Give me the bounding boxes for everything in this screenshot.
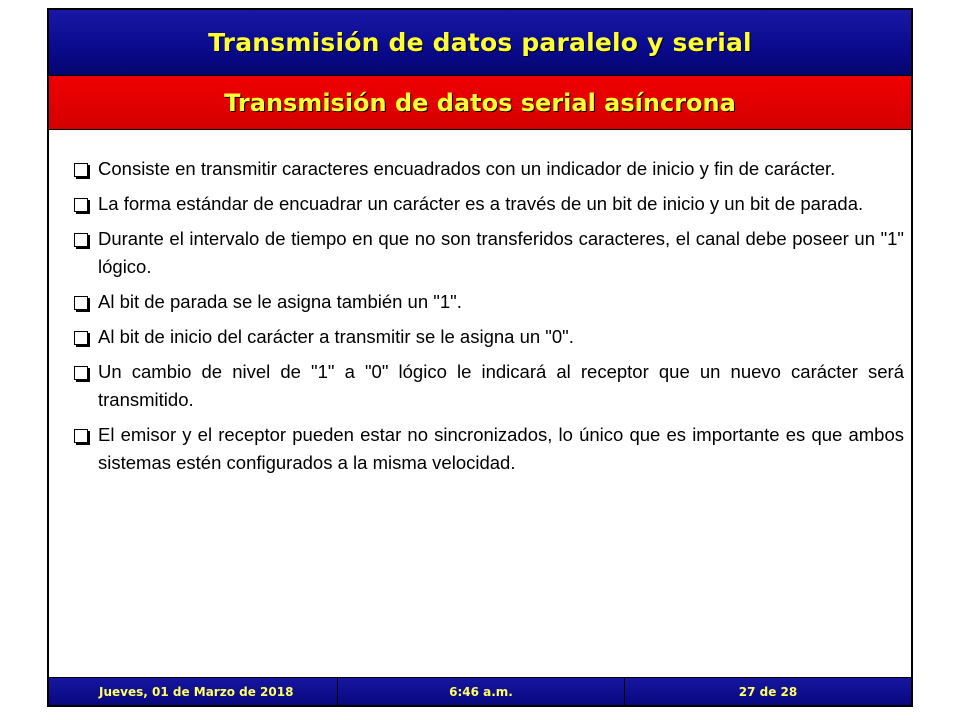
bullet-text: La forma estándar de encuadrar un carácter es a través de un bit de inicio y un bit de parada. xyxy=(98,193,864,214)
bullet-item xyxy=(74,358,904,414)
bullet-text: El emisor y el receptor pueden estar no sincronizados, lo único que es importante es que ambos sistemas estén configurados a la misma velocidad. xyxy=(98,424,904,473)
bullet-list xyxy=(74,155,904,477)
square-bullet-icon xyxy=(74,331,88,345)
square-bullet-icon xyxy=(74,366,88,380)
bullet-item xyxy=(74,225,904,281)
subtitle-bar xyxy=(49,76,911,130)
footer-time: 6:46 a.m. xyxy=(338,678,625,705)
bullet-text: Un cambio de nivel de "1" a "0" lógico le indicará al receptor que un nuevo carácter será transmitido. xyxy=(98,361,904,410)
bullet-text: Consiste en transmitir caracteres encuadrados con un indicador de inicio y fin de carácter. xyxy=(98,158,836,179)
slide-subtitle: Transmisión de datos serial asíncrona xyxy=(224,88,736,117)
slide-footer xyxy=(49,677,911,705)
square-bullet-icon xyxy=(74,233,88,247)
title-bar xyxy=(49,10,911,76)
bullet-item xyxy=(74,323,904,351)
square-bullet-icon xyxy=(74,198,88,212)
square-bullet-icon xyxy=(74,429,88,443)
square-bullet-icon xyxy=(74,163,88,177)
bullet-text: Al bit de parada se le asigna también un "1". xyxy=(98,291,462,312)
footer-date: Jueves, 01 de Marzo de 2018 xyxy=(49,678,338,705)
slide-content xyxy=(74,155,904,484)
bullet-item xyxy=(74,421,904,477)
slide xyxy=(47,8,913,707)
bullet-text: Al bit de inicio del carácter a transmitir se le asigna un "0". xyxy=(98,326,574,347)
bullet-item xyxy=(74,190,904,218)
square-bullet-icon xyxy=(74,296,88,310)
slide-title: Transmisión de datos paralelo y serial xyxy=(208,28,752,57)
footer-page-number: 27 de 28 xyxy=(738,684,798,699)
bullet-item xyxy=(74,155,904,183)
bullet-text: Durante el intervalo de tiempo en que no son transferidos caracteres, el canal debe poseer un "1" lógico. xyxy=(98,228,904,277)
bullet-item xyxy=(74,288,904,316)
